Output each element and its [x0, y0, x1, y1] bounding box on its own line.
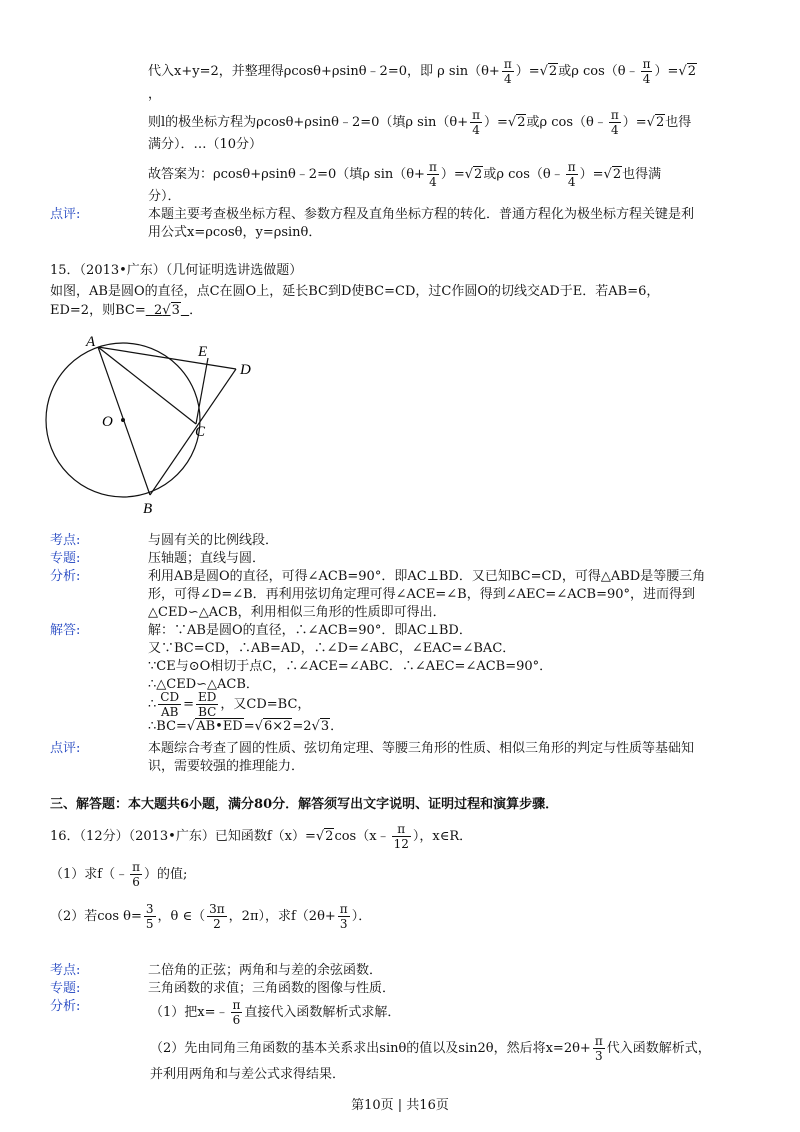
text: ）=: [654, 64, 679, 79]
jd-line-3: ∵CE与⊙O相切于点C，∴∠ACE=∠ABC．∴∠AEC=∠ACB=90°．: [148, 659, 553, 674]
text: ）．: [351, 909, 372, 924]
fx-line-1: 利用AB是圆O的直径，可得∠ACB=90°．即AC⊥BD．又已知BC=CD，可得△ABD是等腰三角: [148, 569, 706, 584]
fx-line-2: 形，可得∠D=∠B．再利用弦切角定理可得∠ACE=∠B，得到∠AEC=∠ACB=90°，进而得到: [148, 587, 696, 602]
text: ）=: [579, 167, 604, 182]
text: 直接代入函数解析式求解．: [244, 1005, 401, 1020]
text: 代入x+y=2，并整理得ρcosθ+ρsinθ﹣2=0，即: [148, 64, 433, 79]
text: ）=: [484, 115, 508, 130]
q16-fx-tag: 分析:: [50, 999, 81, 1014]
answer-coefficient: 2: [153, 303, 163, 318]
radicand: 6×2: [263, 719, 292, 734]
section-3-heading: 三、解答题：本大题共6小题，满分80分．解答须写出文字说明、证明过程和演算步骤．: [50, 797, 559, 812]
text: ∴BC=: [148, 719, 187, 734]
text: ．: [330, 719, 344, 734]
jd-line-1: 解：∵AB是圆O的直径，∴∠ACB=90°．即AC⊥BD．: [148, 623, 472, 638]
text: cos（x﹣: [334, 829, 390, 844]
comment-line-2: 用公式x=ρcosθ，y=ρsinθ．: [148, 225, 322, 240]
text: （1）把x=﹣: [150, 1005, 229, 1020]
zt-text: 压轴题；直线与圆．: [148, 551, 266, 566]
comment-line-1: 本题主要考查极坐标方程、参数方程及直角坐标方程的转化．普通方程化为极坐标方程关键是利: [148, 207, 695, 222]
kd-tag: 考点:: [50, 533, 81, 548]
kd-text: 与圆有关的比例线段．: [148, 533, 279, 548]
q15-problem-line-2: [50, 302, 202, 320]
text: ED=2，则BC=: [50, 303, 146, 318]
radicand: 2: [612, 167, 622, 182]
top-line-4: 故答案为：ρcosθ+ρsinθ﹣2=0（填ρ sin（θ+ $\frac{\pi}{4}$ ）=√2或ρ cos（θ﹣ $\frac{\pi}{4}$ ）=√2也得满: [148, 160, 662, 189]
text: 或ρ cos（θ﹣: [558, 64, 639, 79]
text: 故答案为：ρcosθ+ρsinθ﹣2=0（填: [148, 167, 363, 182]
text: =2: [292, 719, 312, 734]
jd-tag: 解答:: [50, 623, 81, 638]
jd-line-4: ∴△CED∽△ACB．: [148, 677, 259, 692]
text: ）的值;: [143, 867, 188, 882]
zt-tag: 专题:: [50, 551, 81, 566]
radicand: 3: [320, 719, 330, 734]
text: ρ sin（θ+: [437, 64, 500, 79]
label-o: O: [102, 414, 113, 430]
radicand: 2: [517, 115, 526, 130]
dp-tag: 点评:: [50, 741, 81, 756]
text: ．: [189, 303, 203, 318]
geometry-figure: [40, 330, 270, 515]
fraction: $\frac{3}{5}$: [145, 902, 154, 931]
text: ∴: [148, 697, 157, 712]
answer-blank: 2√3: [153, 303, 180, 318]
text: （2）先由同角三角函数的基本关系求出sinθ的值以及sin2θ，然后将x=2θ+: [150, 1041, 591, 1056]
radicand: 2: [474, 167, 483, 182]
q16-sub-1: [50, 860, 187, 890]
q16-fx-line-2: [150, 1034, 711, 1064]
text: 或ρ cos（θ﹣: [483, 167, 564, 182]
text: ρ sin（θ+: [405, 115, 469, 130]
page-footer: 第10页 | 共16页: [351, 1098, 449, 1113]
dp-line-1: 本题综合考查了圆的性质、弦切角定理、等腰三角形的性质、相似三角形的判定与性质等基础知: [148, 741, 695, 756]
text: ）=: [622, 115, 647, 130]
jd-line-6: ∴BC=√AB•ED=√6×2=2√3．: [148, 719, 344, 734]
radicand: 2: [687, 64, 696, 79]
fraction-pi-12: $\frac{\pi}{12}$: [393, 822, 409, 851]
label-c: C: [195, 424, 206, 440]
text: 代入函数解析式，: [606, 1041, 711, 1056]
radicand: AB•ED: [196, 719, 243, 734]
fraction: $\frac{\pi}{4}$: [610, 108, 619, 137]
top-line-2: 则l的极坐标方程为ρcosθ+ρsinθ﹣2=0（填ρ sin（θ+ $\frac{\pi}{4}$ ）=√2或ρ cos（θ﹣ $\frac{\pi}{4}$ ）=√2也得: [148, 108, 692, 137]
fraction: $\frac{3\pi}{2}$: [209, 902, 225, 931]
q15-problem-line-1: 如图，AB是圆O的直径，点C在圆O上，延长BC到D使BC=CD，过C作圆O的切线交AD于E．若AB=6，: [50, 284, 660, 299]
fraction: $\frac{\pi}{3}$: [339, 902, 348, 931]
fx-line-3: △CED∽△ACB，利用相似三角形的性质即可得出．: [148, 605, 446, 620]
q16-heading: 16．（12分）（2013•广东）已知函数f（x）=√2cos（x﹣ $\frac{\pi}{12}$ ），x∈R．: [50, 822, 473, 851]
label-b: B: [143, 501, 153, 515]
text: 则l的极坐标方程为ρcosθ+ρsinθ﹣2=0（填: [148, 115, 406, 130]
q16-zt-tag: 专题:: [50, 981, 81, 996]
radicand: 2: [325, 829, 334, 844]
fraction: $\frac{\pi}{6}$: [232, 998, 241, 1027]
text: ）=: [440, 167, 465, 182]
fraction: $\frac{\pi}{4}$: [567, 160, 576, 189]
text: ）=: [515, 64, 540, 79]
fraction: $\frac{\pi}{4}$: [428, 160, 437, 189]
text: =: [183, 697, 194, 712]
q15-heading: 15．（2013•广东）（几何证明选讲选做题）: [50, 263, 303, 278]
label-d: D: [240, 362, 251, 378]
text: ，又CD=BC，: [220, 697, 311, 712]
fraction: $\frac{\pi}{4}$: [503, 57, 512, 86]
radicand: 2: [655, 115, 665, 130]
q16-fx-line-1: [150, 998, 400, 1028]
radicand: 2: [548, 64, 558, 79]
text: ），x∈R．: [412, 829, 473, 844]
text: =: [243, 719, 255, 734]
fraction: $\frac{\pi}{4}$: [642, 57, 651, 86]
text: 或ρ cos（θ﹣: [526, 115, 607, 130]
text: ，2π），求f（2θ+: [228, 909, 336, 924]
fraction: $\frac{\pi}{6}$: [132, 860, 140, 889]
q16-kd-text: 二倍角的正弦；两角和与差的余弦函数．: [148, 963, 383, 978]
label-e: E: [198, 344, 208, 360]
q16-kd-tag: 考点:: [50, 963, 81, 978]
top-line-1: 代入x+y=2，并整理得ρcosθ+ρsinθ﹣2=0，即 ρ sin（θ+ $\frac{\pi}{4}$ ）=√2或ρ cos（θ﹣ $\frac{\pi}{4}$ ）=√2: [148, 57, 696, 86]
comma: ，: [148, 87, 162, 102]
fraction-cd-ab: $\frac{CD}{AB}$: [160, 690, 180, 719]
label-a: A: [86, 334, 96, 350]
fraction: $\frac{\pi}{3}$: [594, 1034, 603, 1063]
top-line-5: 分）．: [148, 189, 181, 204]
top-line-3: 满分）．…（10分）: [148, 137, 263, 152]
comment-tag: 点评:: [50, 207, 81, 222]
text: （2）若cos θ=: [50, 909, 142, 924]
fx-tag: 分析:: [50, 569, 81, 584]
text: ，θ ∈（: [157, 909, 206, 924]
text: （1）求f（﹣: [50, 867, 129, 882]
radicand: 3: [171, 303, 180, 318]
text: 16．（12分）（2013•广东）已知函数f（x）=: [50, 829, 316, 844]
q16-sub-2: [50, 902, 371, 932]
q16-zt-text: 三角函数的求值；三角函数的图像与性质．: [148, 981, 396, 996]
q16-fx-line-3: 并利用两角和与差公式求得结果．: [150, 1067, 346, 1082]
text: 也得: [665, 115, 692, 130]
text: 也得满: [622, 167, 662, 182]
dp-line-2: 识，需要较强的推理能力．: [148, 759, 305, 774]
jd-line-2: 又∵BC=CD，∴AB=AD，∴∠D=∠ABC，∠EAC=∠BAC．: [148, 641, 516, 656]
text: ρ sin（θ+: [362, 167, 425, 182]
fraction: $\frac{\pi}{4}$: [472, 108, 480, 137]
fraction-ed-bc: $\frac{ED}{BC}$: [198, 690, 217, 719]
jd-line-5: [148, 690, 310, 719]
